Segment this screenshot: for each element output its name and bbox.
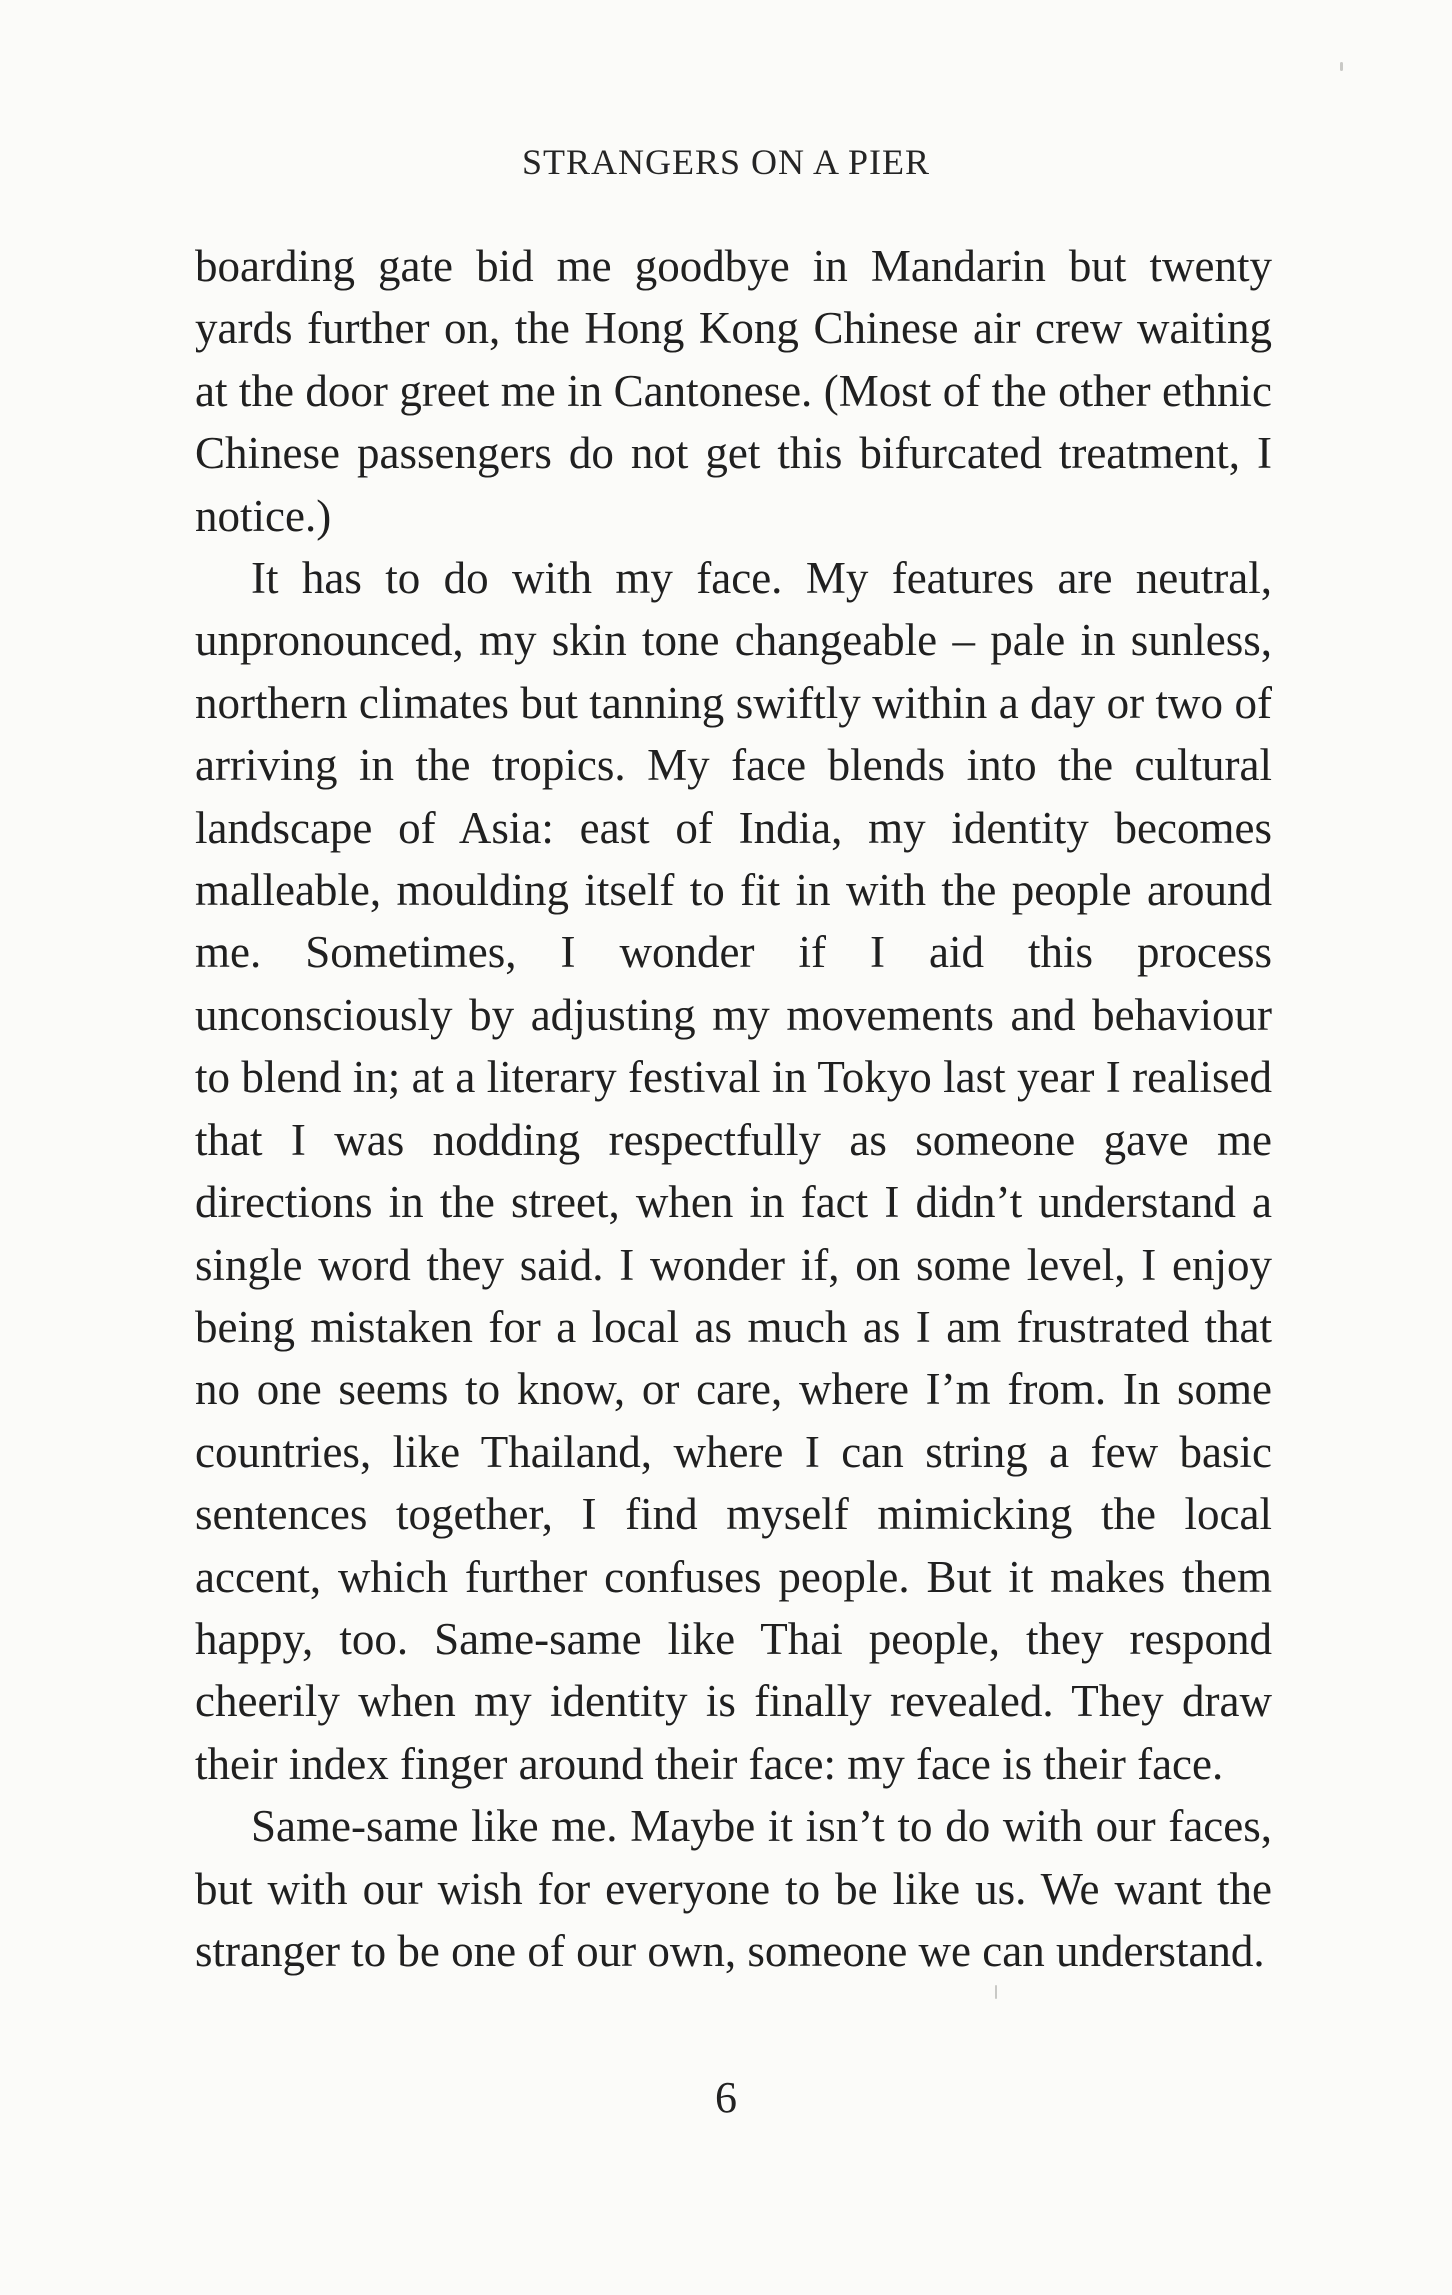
page-number: 6 <box>715 2073 737 2122</box>
scan-speck <box>1340 62 1343 71</box>
running-head: STRANGERS ON A PIER <box>521 142 931 182</box>
paragraph: Same-same like me. Maybe it isn’t to do with our faces, but with our wish for everyone to be like us. We want the stranger to be one of our own, someone we can understand. <box>195 1801 1272 1976</box>
scan-speck <box>995 1985 997 1999</box>
body-text <box>195 235 1272 1982</box>
paragraph-continued: boarding gate bid me goodbye in Mandarin but twenty yards further on, the Hong Kong Chinese air crew waiting at the door greet me in Cantonese. (Most of the other ethnic Chinese passengers do not get this bifurcated treatment, I notice.) <box>195 241 1272 541</box>
paragraph: It has to do with my face. My features are neutral, unpronounced, my skin tone changeable – pale in sunless, northern climates but tanning swiftly within a day or two of arriving in the tropics. My face blends into the cultural landscape of Asia: east of India, my identity becomes malleable, moulding itself to fit in with the people around me. Sometimes, I wonder if I aid this process unconsciously by adjusting my movements and behaviour to blend in; at a literary festival in Tokyo last year I realised that I was nodding respectfully as someone gave me directions in the street, when in fact I didn’t understand a single word they said. I wonder if, on some level, I enjoy being mistaken for a local as much as I am frustrated that no one seems to know, or care, where I’m from. In some countries, like Thailand, where I can string a few basic sentences together, I find myself mimicking the local accent, which further confuses people. But it makes them happy, too. Same-same like Thai people, they respond cheerily when my identity is finally revealed. They draw their index finger around their face: my face is their face. <box>195 553 1272 1789</box>
